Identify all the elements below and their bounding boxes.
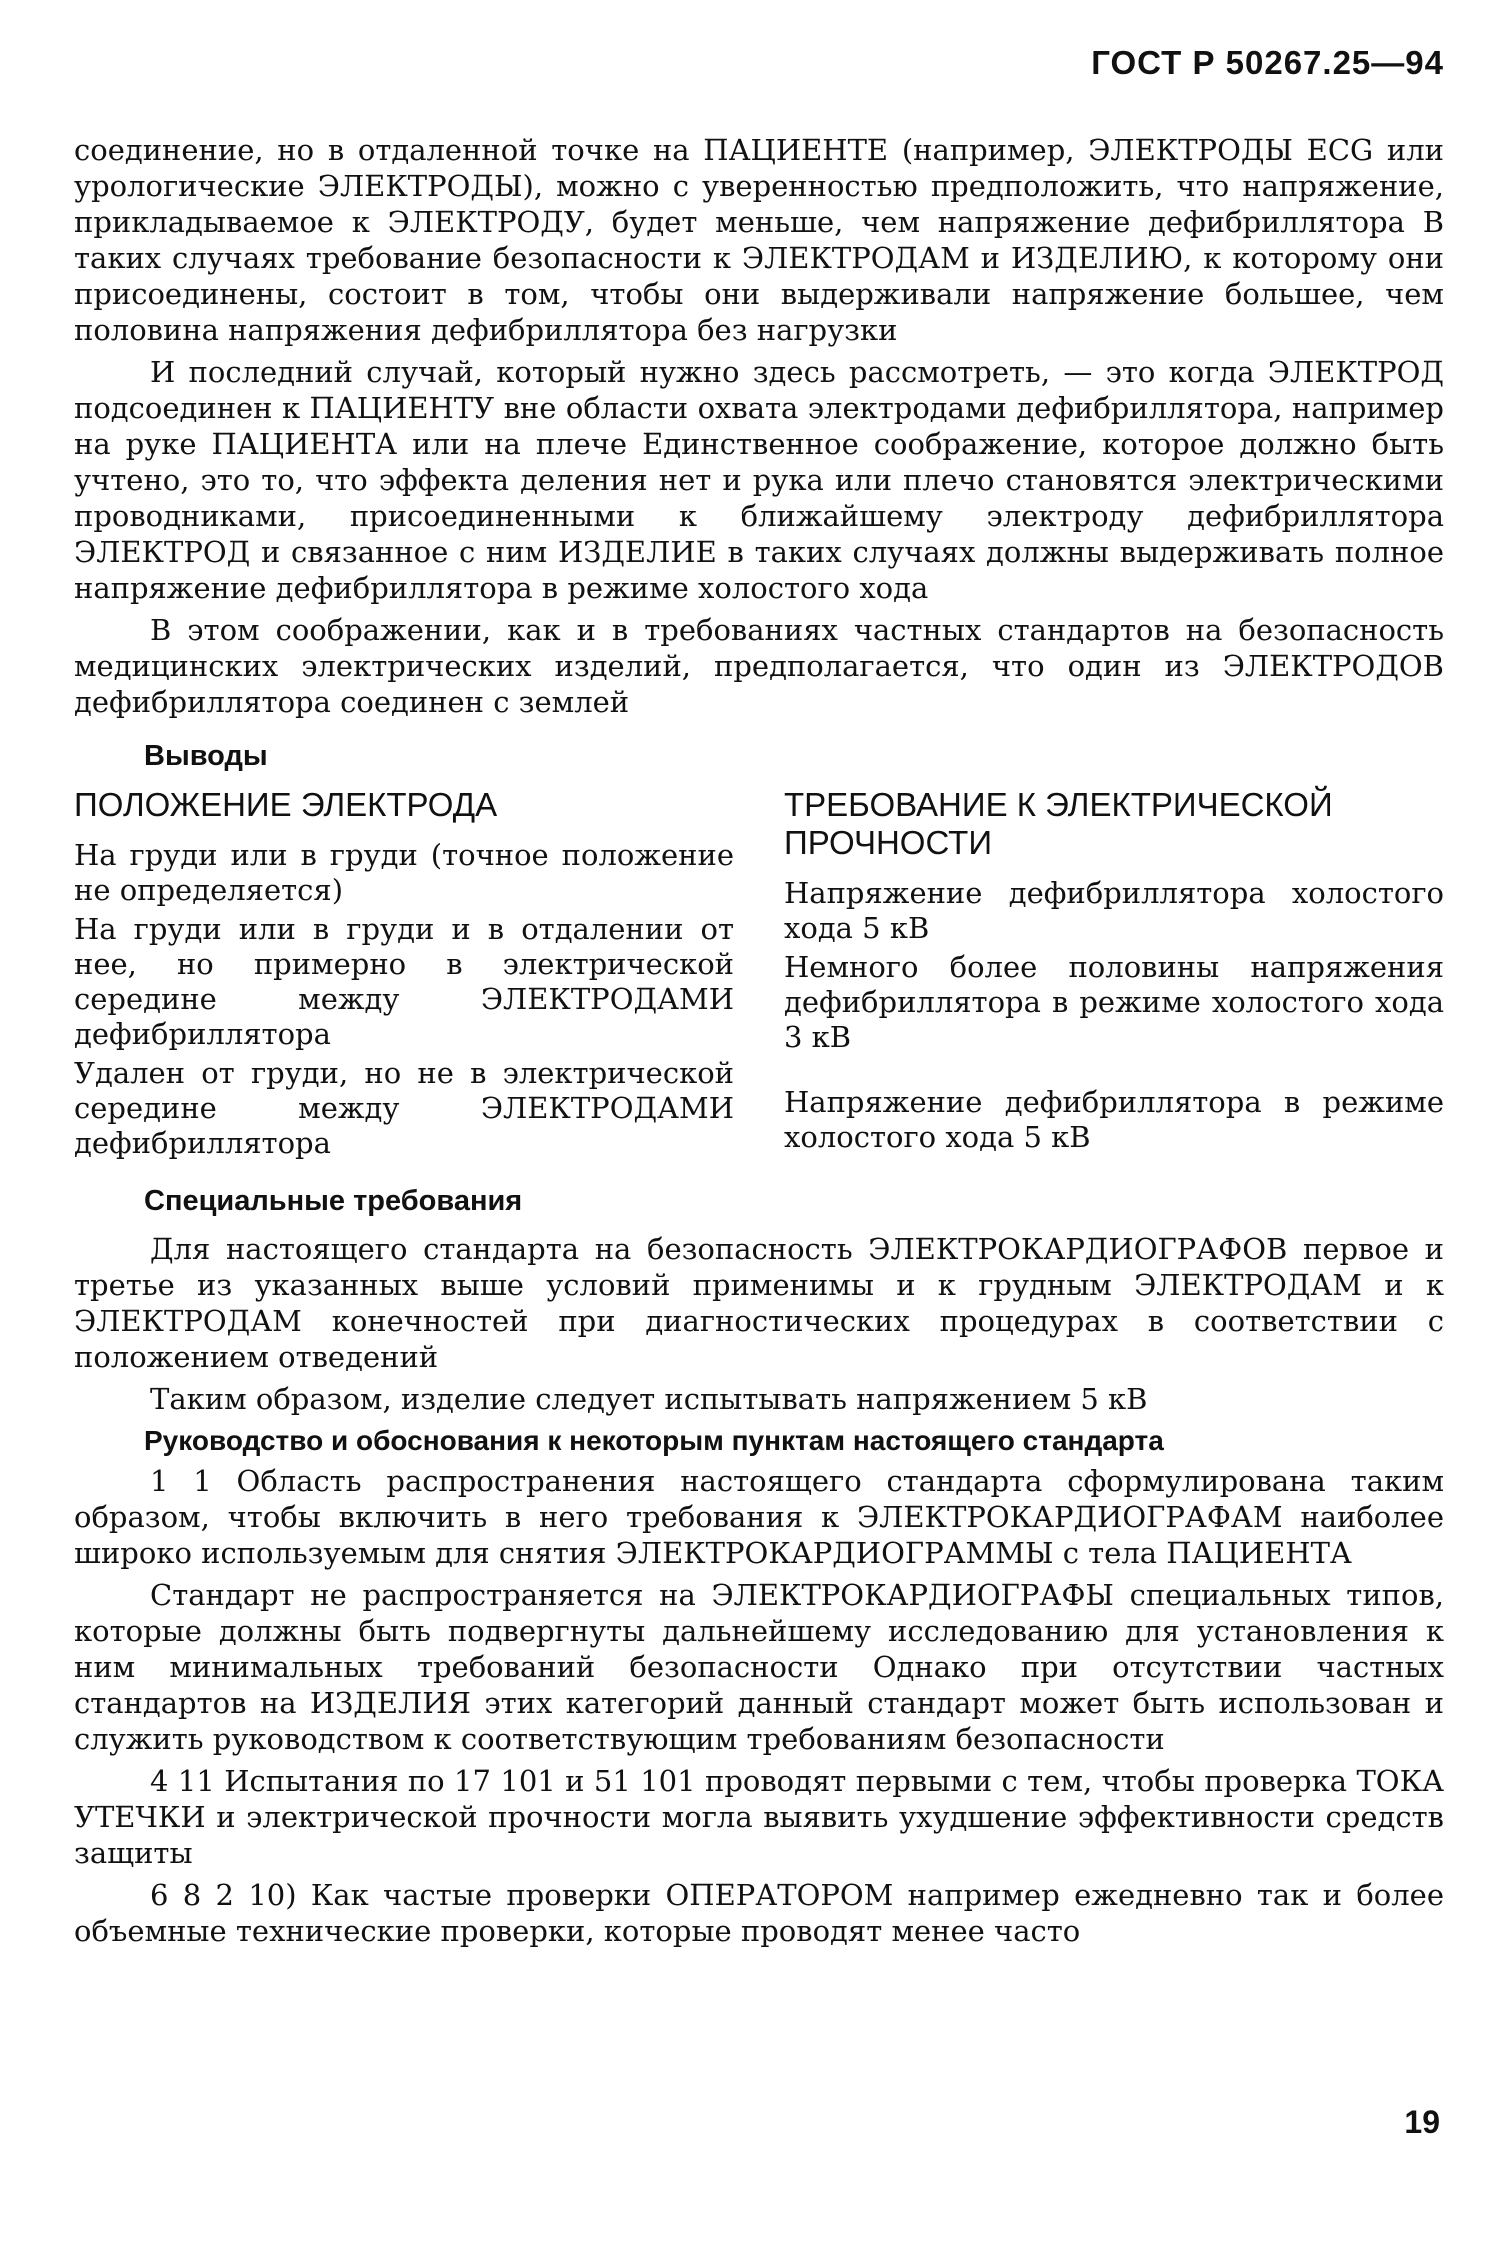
strength-requirement-item: Напряжение дефибриллятора в режиме холостого хода 5 кВ [784,1085,1444,1154]
electrode-position-header: ПОЛОЖЕНИЕ ЭЛЕКТРОДА [74,786,498,823]
paragraph: Стандарт не распространяется на ЭЛЕКТРОКАРДИОГРАФЫ специальных типов, которые должны быть подвергнуты дальнейшему исследованию для установления к ним минимальных требований безопасности Однако при отсутствии частных стандартов на ИЗДЕЛИЯ этих категорий данный стандарт может быть использован и служить руководством к соответствующим требованиям безопасности [74,1578,1444,1756]
paragraph: В этом соображении, как и в требованиях частных стандартов на безопасность медицинских электрических изделий, предполагается, что один из ЭЛЕКТРОДОВ дефибриллятора соединен с землей [74,613,1444,719]
paragraph: 4 11 Испытания по 17 101 и 51 101 проводят первыми с тем, чтобы проверка ТОКА УТЕЧКИ и электрической прочности могла выявить ухудшение эффективности средств защиты [74,1764,1444,1870]
paragraph: Таким образом, изделие следует испытывать напряжением 5 кВ [150,1382,1148,1416]
paragraph: соединение, но в отдаленной точке на ПАЦИЕНТЕ (например, ЭЛЕКТРОДЫ ECG или урологические ЭЛЕКТРОДЫ), можно с уверенностью предположить, что напряжение, прикладываемое к ЭЛЕКТРОДУ, будет меньше, чем напряжение дефибриллятора В таких случаях требование безопасности к ЭЛЕКТРОДАМ и ИЗДЕЛИЮ, к которому они присоединены, состоит в том, чтобы они выдерживали напряжение большее, чем половина напряжения дефибриллятора без нагрузки [74,133,1444,347]
conclusions-table [74,786,1444,1165]
document-code-header: ГОСТ Р 50267.25—94 [1091,44,1444,81]
guidance-heading: Руководство и обоснования к некоторым пунктам настоящего стандарта [144,1425,1164,1456]
electrode-position-item: На груди или в груди (точное положение не определяется) [74,838,734,907]
paragraph: И последний случай, который нужно здесь рассмотреть, — это когда ЭЛЕКТРОД подсоединен к ПАЦИЕНТУ вне области охвата электродами дефибриллятора, например на руке ПАЦИЕНТА или на плече Единственное соображение, которое должно быть учтено, это то, что эффекта деления нет и рука или плечо становятся электрическими проводниками, присоединенными к ближайшему электроду дефибриллятора ЭЛЕКТРОД и связанное с ним ИЗДЕЛИЕ в таких случаях должны выдерживать полное напряжение дефибриллятора в режиме холостого хода [74,355,1444,605]
strength-requirement-item: Напряжение дефибриллятора холостого хода 5 кВ [784,876,1444,945]
document-body [74,132,1444,1955]
page-number: 19 [1404,2104,1440,2140]
electrode-position-item: Удален от груди, но не в электрической середине между ЭЛЕКТРОДАМИ дефибриллятора [74,1056,734,1160]
strength-requirement-item: Немного более половины напряжения дефибриллятора в режиме холостого хода 3 кВ [784,950,1444,1054]
paragraph: 1 1 Область распространения настоящего стандарта сформулирована таким образом, чтобы включить в него требования к ЭЛЕКТРОКАРДИОГРАФАМ наиболее широко используемым для снятия ЭЛЕКТРОКАРДИОГРАММЫ с тела ПАЦИЕНТА [74,1464,1444,1570]
electrode-position-column [74,786,734,1165]
paragraph: Для настоящего стандарта на безопасность ЭЛЕКТРОКАРДИОГРАФОВ первое и третье из указанных выше условий применимы и к грудным ЭЛЕКТРОДАМ и к ЭЛЕКТРОДАМ конечностей при диагностических процедурах в соответствии с положением отведений [74,1232,1444,1374]
strength-requirement-column [784,786,1444,1165]
conclusions-heading: Выводы [144,740,268,772]
strength-requirement-header: ТРЕБОВАНИЕ К ЭЛЕКТРИЧЕСКОЙ ПРОЧНОСТИ [784,786,1333,861]
electrode-position-item: На груди или в груди и в отдалении от нее, но примерно в электрической середине между ЭЛЕКТРОДАМИ дефибриллятора [74,912,734,1051]
paragraph: 6 8 2 10) Как частые проверки ОПЕРАТОРОМ например ежедневно так и более объемные технические проверки, которые проводят менее часто [74,1878,1444,1948]
special-requirements-heading: Специальные требования [144,1185,523,1217]
